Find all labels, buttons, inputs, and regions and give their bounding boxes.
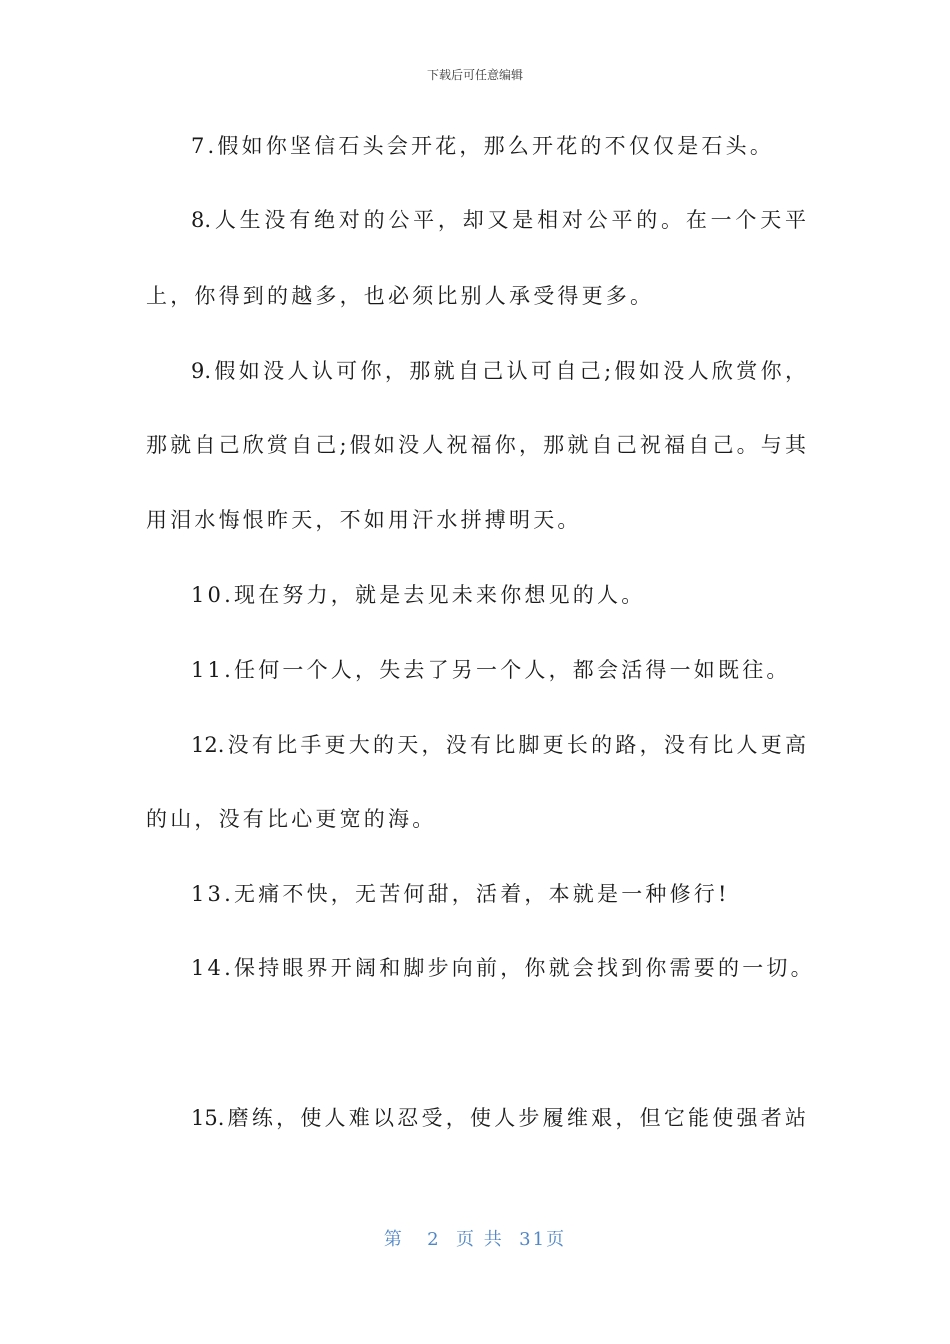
paragraph-line: 13.无痛不快，无苦何甜，活着，本就是一种修行!	[191, 882, 730, 906]
paragraph-line: 用泪水悔恨昨天，不如用汗水拼搏明天。	[146, 508, 582, 532]
paragraph-line: 那就自己欣赏自己;假如没人祝福你，那就自己祝福自己。与其	[146, 433, 806, 457]
paragraph-line: 8.人生没有绝对的公平，却又是相对公平的。在一个天平	[191, 208, 806, 232]
footer-middle: 页 共	[455, 1229, 504, 1250]
paragraph-line: 15.磨练，使人难以忍受，使人步履维艰，但它能使强者站	[191, 1106, 806, 1130]
paragraph-line: 的山，没有比心更宽的海。	[146, 807, 437, 831]
footer-total-pages: 31	[519, 1229, 547, 1250]
footer-page-number: 2	[427, 1229, 441, 1250]
footer-suffix: 页	[546, 1229, 567, 1250]
paragraph-line: 12.没有比手更大的天，没有比脚更长的路，没有比人更高	[191, 733, 806, 757]
paragraph-line: 上，你得到的越多，也必须比别人承受得更多。	[146, 284, 655, 308]
page-header: 下载后可任意编辑	[426, 68, 523, 82]
paragraph-line: 11.任何一个人，失去了另一个人，都会活得一如既往。	[191, 658, 791, 682]
paragraph-line: 14.保持眼界开阔和脚步向前，你就会找到你需要的一切。	[191, 956, 815, 980]
page-footer	[0, 1225, 950, 1251]
footer-prefix: 第	[383, 1229, 404, 1250]
paragraph-line: 10.现在努力，就是去见未来你想见的人。	[191, 583, 646, 607]
paragraph-line: 9.假如没人认可你，那就自己认可自己;假如没人欣赏你，	[191, 359, 806, 383]
paragraph-line: 7.假如你坚信石头会开花，那么开花的不仅仅是石头。	[191, 134, 775, 158]
